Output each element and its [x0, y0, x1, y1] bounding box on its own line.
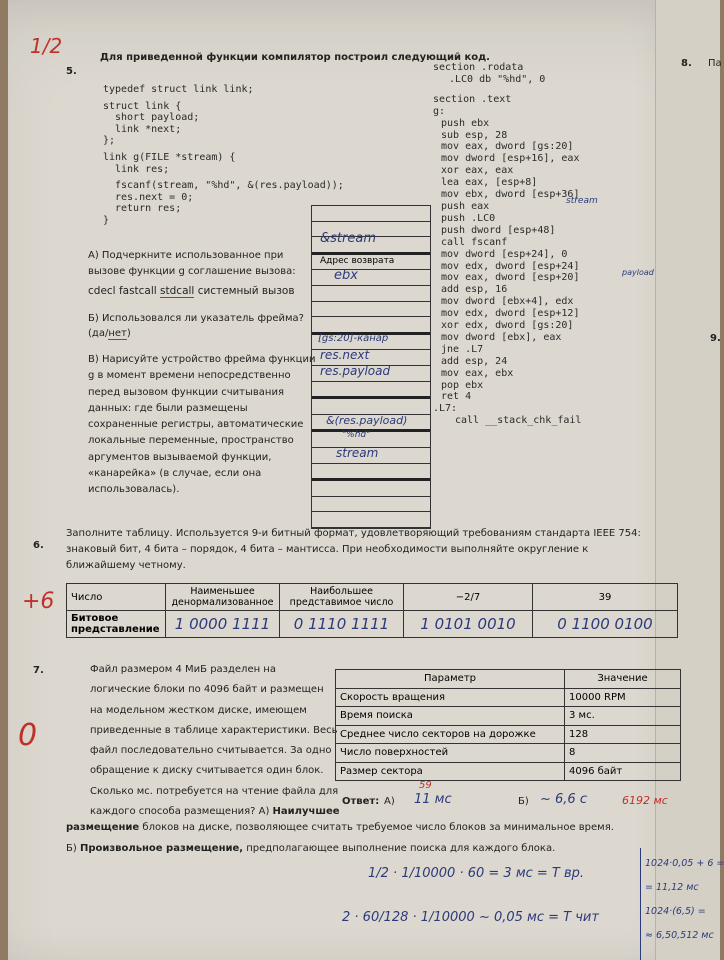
param-cell: Число поверхностей [336, 744, 565, 763]
convention-cdecl[interactable]: cdecl [88, 285, 116, 297]
frame-cell: [gs:20]-канар [312, 335, 430, 351]
answer-39: 0 1100 0100 [533, 611, 678, 638]
frame-cell [312, 286, 430, 302]
param-cell: Время поиска [336, 707, 565, 726]
frame-cell: ebx [312, 270, 430, 286]
frame-cell [312, 302, 430, 318]
side-number-8: 8. [681, 58, 692, 69]
frame-cell: stream [312, 448, 430, 464]
frame-cell: "%hd" [312, 432, 430, 448]
row-label: Битовое представление [67, 611, 166, 638]
asm-listing: section .rodata .LC0 db "%hd", 0 section .text g: push ebx sub esp, 28 mov eax, dword [gs:20] mov dword [esp+16], eax xor eax, eax lea eax, [esp+8] mov ebx, dword [esp+36] push eax push .LC0 push dword [esp+48] call fscanf mov dword [esp+24], 0 mov edx, dword [esp+24] mov eax, dword [esp+20] add esp, 16 mov dword [ebx+4], edx mov edx, dword [esp+12] xor edx, dword [gs:20] mov dword [ebx], eax jne .L7 add esp, 24 mov eax, ebx pop ebx ret 4 .L7: call __stack_chk_fail [433, 62, 582, 427]
value-head: Значение [565, 670, 681, 689]
side-number-9: 9. [710, 333, 721, 344]
answer-a-correction: 59 [419, 780, 432, 791]
frame-cell [312, 206, 430, 222]
answer-max: 0 1110 1111 [280, 611, 404, 638]
convention-syscall[interactable]: системный вызов [197, 285, 295, 297]
answer-min-denorm: 1 0000 1111 [166, 611, 280, 638]
c-code-block: typedef struct link link; struct link { short payload; link *next; }; link g(FILE *stream) { link res; fscanf(stream, "%hd", &(res.payload)); res.next = 0; return res; } [103, 84, 344, 226]
answer-neg-2-7: 1 0101 0010 [404, 611, 533, 638]
answer-b: ~ 6,6 с [540, 792, 587, 807]
frame-pointer-answer: (да/нет) [88, 328, 131, 339]
side-text: Па [708, 58, 722, 69]
frame-cell [312, 481, 430, 497]
answer-a: 11 мс [414, 792, 452, 807]
work-line-2: 2 · 60/128 · 1/10000 ~ 0,05 мс = T чит [342, 910, 599, 925]
disk-params-table [335, 669, 681, 781]
frame-cell: res.payload [312, 366, 430, 382]
frame-cell: &stream [312, 237, 430, 255]
answer-b-correction: 6192 мс [622, 794, 668, 807]
frame-cell [312, 399, 430, 415]
head-number: Число [67, 584, 166, 611]
q5-number: 5. [66, 66, 77, 77]
grade-mark: 1/2 [30, 34, 63, 58]
stack-frame-diagram [311, 205, 431, 529]
value-cell: 4096 байт [565, 762, 681, 781]
next-page-edge [655, 0, 720, 960]
q7-score: 0 [18, 718, 38, 753]
q5-part-c: В) Нарисуйте устройство фрейма функции g в момент времени непосредственно перед вызовом функции считывания данных: где были размещены сохраненные регистры, автоматические локальные переменные, пространство аргументов вызываемой функции, «канарейка» (в случае, если она использовалась). [88, 354, 316, 496]
frame-cell: &(res.payload) [312, 415, 430, 433]
answer-b-label: Б) [518, 796, 529, 807]
q5-prompt: Для приведенной функции компилятор построил следующий код. [100, 52, 490, 63]
q6-number: 6. [33, 540, 44, 551]
param-head: Параметр [336, 670, 565, 689]
value-cell: 3 мс. [565, 707, 681, 726]
value-cell: 8 [565, 744, 681, 763]
param-cell: Размер сектора [336, 762, 565, 781]
head-39: 39 [533, 584, 678, 611]
frame-cell [312, 464, 430, 482]
frame-cell: res.next [312, 350, 430, 366]
q5-part-a: А) Подчеркните использованное при вызове функции g соглашение вызова: [88, 250, 296, 277]
q7-text-line-10: Б) Произвольное размещение, предполагающее выполнение поиска для каждого блока. [66, 843, 556, 854]
work-line-1: 1/2 · 1/10000 · 60 = 3 мс = T вр. [368, 866, 585, 881]
asm-note-stream: stream [566, 196, 598, 206]
answer-label: Ответ: [342, 796, 380, 807]
q6-text: Заполните таблицу. Используется 9-и битный формат, удовлетворяющий требованиям стандарта IEEE 754: знаковый бит, 4 бита – порядок, 4 бита – мантисса. При необходимости выполняйте округление к ближайшему четному. [66, 528, 641, 571]
answer-a-label: А) [384, 796, 395, 807]
work-column: 1024·0,05 + 6 = = 11,12 мс 1024·(6,5) = ≈ 6,50,512 мс [645, 858, 724, 941]
q5-part-b: Б) Использовался ли указатель фрейма? [88, 313, 304, 324]
value-cell: 128 [565, 725, 681, 744]
q6-score: +6 [22, 589, 55, 614]
frame-cell: Адрес возврата [312, 255, 430, 271]
frame-cell [312, 382, 430, 400]
head-min-denorm: Наименьшее денормализованное [166, 584, 280, 611]
frame-cell [312, 497, 430, 513]
asm-note-payload: payload [622, 268, 654, 277]
convention-fastcall[interactable]: fastcall [118, 285, 157, 297]
param-cell: Среднее число секторов на дорожке [336, 725, 565, 744]
q7-text-line-9: размещение блоков на диске, позволяющее считать требуемое число блоков за минимальное время. [66, 822, 614, 833]
ieee-table [66, 583, 678, 638]
work-divider [640, 848, 641, 960]
value-cell: 10000 RPM [565, 688, 681, 707]
head-max: Наибольшее представимое число [280, 584, 404, 611]
q7-text: Файл размером 4 МиБ разделен на логические блоки по 4096 байт и размещен на модельном жестком диске, имеющем приведенные в таблице характеристики. Весь файл последовательно считывается. За одно обращение к диску считывается один блок. Сколько мс. потребуется на чтение файла для каждого способа размещения? А) Наилучшее [90, 664, 340, 818]
q7-number: 7. [33, 665, 44, 676]
conventions-line [88, 285, 295, 297]
param-cell: Скорость вращения [336, 688, 565, 707]
convention-stdcall[interactable]: stdcall [160, 285, 195, 297]
head-neg-2-7: −2/7 [404, 584, 533, 611]
